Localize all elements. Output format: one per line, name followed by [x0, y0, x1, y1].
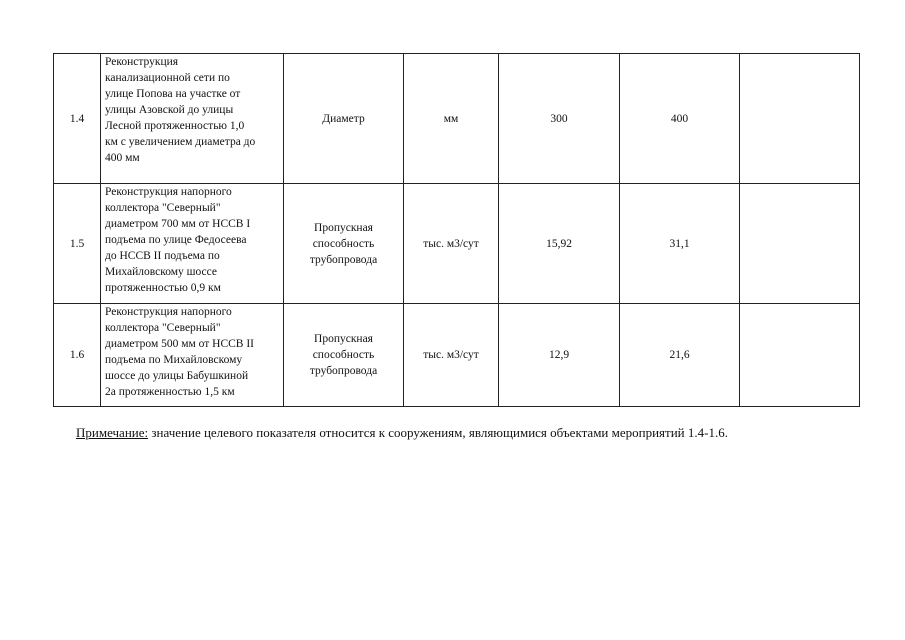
row-number: 1.4	[54, 54, 101, 184]
table-row	[54, 184, 860, 304]
row-extra	[740, 304, 860, 407]
row-description: Реконструкция напорного коллектора "Северный" диаметром 500 мм от НССВ II подъема по Михайловскому шоссе до улицы Бабушкиной 2а протяженностью 1,5 км	[101, 304, 284, 407]
footnote-text: значение целевого показателя относится к сооружениям, являющимися объектами мероприятий 1.4-1.6.	[148, 425, 728, 440]
row-extra	[740, 54, 860, 184]
measures-table	[53, 53, 860, 407]
row-number: 1.5	[54, 184, 101, 304]
row-unit: мм	[404, 54, 499, 184]
row-number: 1.6	[54, 304, 101, 407]
row-indicator: Диаметр	[284, 54, 404, 184]
row-indicator: Пропускная способность трубопровода	[284, 304, 404, 407]
row-extra	[740, 184, 860, 304]
row-value-before: 12,9	[499, 304, 620, 407]
row-description: Реконструкция канализационной сети по улице Попова на участке от улицы Азовской до улицы Лесной протяженностью 1,0 км с увеличением диаметра до 400 мм	[101, 54, 284, 184]
row-description: Реконструкция напорного коллектора "Северный" диаметром 700 мм от НССВ I подъема по улице Федосеева до НССВ II подъема по Михайловскому шоссе протяженностью 0,9 км	[101, 184, 284, 304]
row-value-after: 31,1	[620, 184, 740, 304]
footnote	[76, 425, 728, 441]
row-unit: тыс. м3/сут	[404, 304, 499, 407]
footnote-label: Примечание:	[76, 425, 149, 440]
table-row	[54, 304, 860, 407]
row-indicator: Пропускная способность трубопровода	[284, 184, 404, 304]
row-unit: тыс. м3/сут	[404, 184, 499, 304]
row-value-before: 15,92	[499, 184, 620, 304]
row-value-before: 300	[499, 54, 620, 184]
table-row	[54, 54, 860, 184]
row-value-after: 21,6	[620, 304, 740, 407]
row-value-after: 400	[620, 54, 740, 184]
